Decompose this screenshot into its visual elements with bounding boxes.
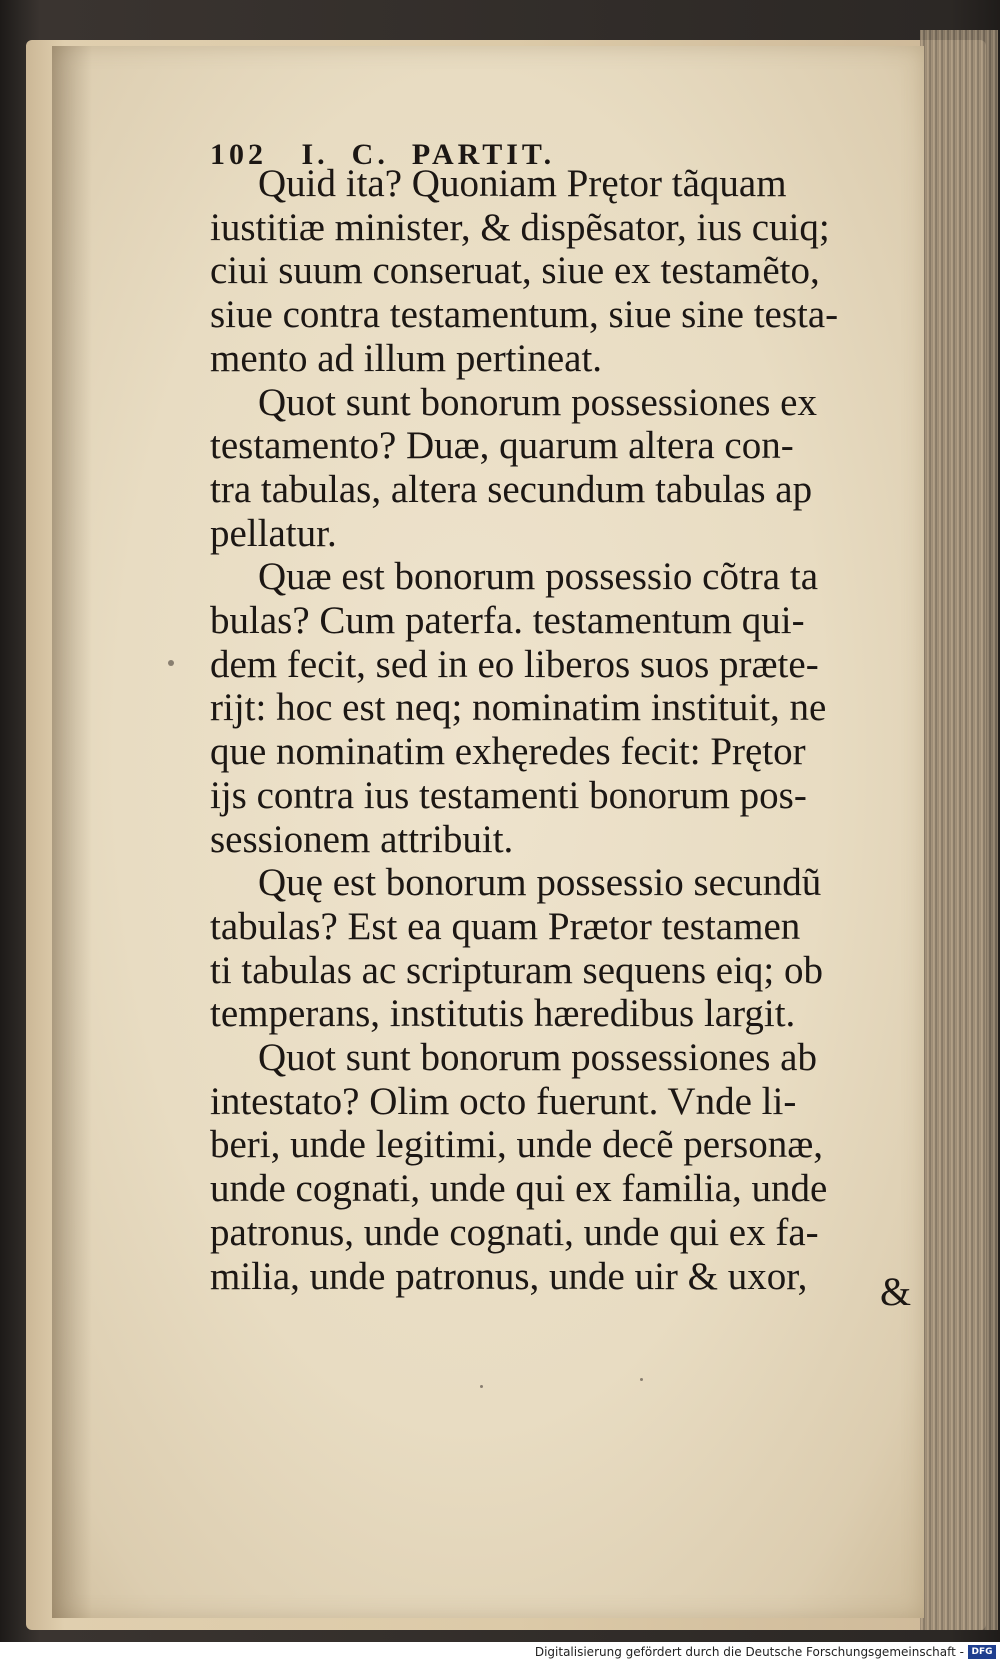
ink-speck bbox=[168, 660, 174, 666]
page-number: 102 bbox=[210, 138, 267, 171]
text-line: bulas? Cum paterfa. testamentum qui- bbox=[210, 599, 805, 643]
footer-bar bbox=[0, 1642, 1000, 1664]
text-line: tra tabulas, altera secundum tabulas ap bbox=[210, 467, 813, 511]
body-text bbox=[210, 162, 910, 1298]
text-line: ijs contra ius testamenti bonorum pos- bbox=[210, 773, 807, 817]
gutter-shadow bbox=[52, 46, 92, 1618]
text-line: testamento? Duæ, quarum altera con- bbox=[210, 424, 794, 468]
text-line: dem fecit, sed in eo liberos suos præte- bbox=[210, 642, 819, 686]
text-line: iustitiæ minister, & dispẽsator, ius cuiq; bbox=[210, 205, 830, 249]
text-line: Quid ita? Quoniam Prętor tãquam bbox=[258, 162, 787, 205]
text-line: Quæ est bonorum possessio cõtra ta bbox=[258, 555, 819, 599]
ink-speck bbox=[480, 1385, 483, 1388]
text-line: ciui suum conseruat, siue ex testamẽto, bbox=[210, 249, 820, 293]
book-fore-edge bbox=[920, 30, 998, 1630]
text-line: patronus, unde cognati, unde qui ex fa- bbox=[210, 1210, 819, 1254]
text-line: unde cognati, unde qui ex familia, unde bbox=[210, 1167, 828, 1211]
dfg-logo: DFG bbox=[968, 1645, 996, 1659]
text-line: sessionem attribuit. bbox=[210, 817, 514, 861]
text-line: Quę est bonorum possessio secundũ bbox=[258, 861, 822, 905]
text-line: tabulas? Est ea quam Prætor testamen bbox=[210, 904, 801, 948]
text-line: mento ad illum pertineat. bbox=[210, 336, 603, 380]
text-line: milia, unde patronus, unde uir & uxor, bbox=[210, 1254, 808, 1298]
text-line: Quot sunt bonorum possessiones ex bbox=[258, 380, 817, 424]
text-line: pellatur. bbox=[210, 511, 337, 555]
catchword: & bbox=[880, 1269, 912, 1314]
text-line: temperans, institutis hæredibus largit. bbox=[210, 992, 796, 1036]
running-title: I. C. PARTIT. bbox=[301, 138, 556, 171]
ink-speck bbox=[640, 1378, 643, 1381]
text-line: beri, unde legitimi, unde decẽ personæ, bbox=[210, 1123, 823, 1167]
text-line: Quot sunt bonorum possessiones ab bbox=[258, 1036, 817, 1080]
text-line: intestato? Olim octo fuerunt. Vnde li- bbox=[210, 1079, 797, 1123]
text-line: rijt: hoc est neq; nominatim instituit, ne bbox=[210, 686, 827, 730]
text-line: que nominatim exhęredes fecit: Prętor bbox=[210, 730, 806, 774]
text-line: siue contra testamentum, siue sine testa- bbox=[210, 293, 839, 337]
text-line: ti tabulas ac scripturam sequens eiq; ob bbox=[210, 948, 823, 992]
footer-credit: Digitalisierung gefördert durch die Deutsche Forschungsgemeinschaft - bbox=[534, 1645, 964, 1659]
